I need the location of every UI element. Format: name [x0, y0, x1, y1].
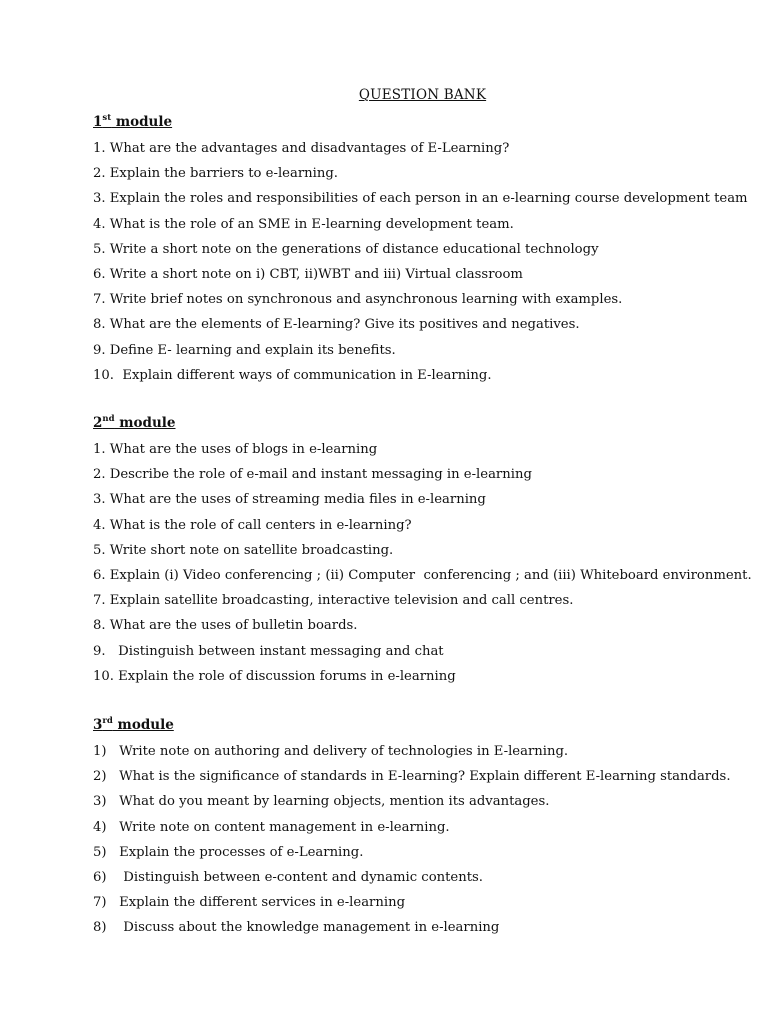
- question-list: [93, 739, 733, 941]
- question-list: [93, 136, 748, 388]
- question-item: 5. Write a short note on the generations of distance educational technology: [93, 241, 599, 257]
- question-item: 10. Explain the role of discussion forums in e-learning: [93, 668, 456, 684]
- question-item: 6. Explain (i) Video conferencing ; (ii) Computer conferencing ; and (iii) Whiteboard environment.: [93, 567, 752, 583]
- module-number: 3: [93, 717, 103, 733]
- question-item: 9. Distinguish between instant messaging and chat: [93, 643, 444, 659]
- module-section-3: [93, 714, 733, 941]
- question-item: 5. Write short note on satellite broadcasting.: [93, 542, 394, 558]
- module-number: 1: [93, 114, 103, 130]
- question-item: 2. Describe the role of e-mail and instant messaging in e-learning: [93, 467, 532, 483]
- question-item: 1) Write note on authoring and delivery of technologies in E-learning.: [93, 744, 569, 759]
- question-item: 4) Write note on content management in e-learning.: [93, 819, 450, 835]
- question-item: 5) Explain the processes of e-Learning.: [93, 844, 364, 860]
- question-item: 8) Discuss about the knowledge management in e-learning: [93, 920, 500, 936]
- module-ordinal-suffix: st: [102, 112, 112, 123]
- question-item: 10. Explain different ways of communication in E-learning.: [93, 367, 492, 383]
- question-item: 9. Define E- learning and explain its benefits.: [93, 342, 396, 358]
- module-number: 2: [93, 415, 103, 431]
- question-item: 1. What are the advantages and disadvantages of E-Learning?: [93, 141, 510, 156]
- question-item: 8. What are the elements of E-learning? Give its positives and negatives.: [93, 317, 580, 333]
- question-item: 6. Write a short note on i) CBT, ii)WBT and iii) Virtual classroom: [93, 266, 523, 282]
- question-item: 2) What is the significance of standards in E-learning? Explain different E-learning standards.: [93, 769, 731, 785]
- module-heading: [93, 412, 733, 437]
- page-title: QUESTION BANK: [358, 87, 487, 103]
- module-section-1: [93, 111, 748, 388]
- question-item: 3. Explain the roles and responsibilities of each person in an e-learning course development team: [93, 191, 748, 207]
- question-item: 8. What are the uses of bulletin boards.: [93, 618, 358, 634]
- module-ordinal-suffix: rd: [102, 715, 113, 726]
- question-item: 2. Explain the barriers to e-learning.: [93, 166, 338, 182]
- question-item: 6) Distinguish between e-content and dynamic contents.: [93, 869, 483, 885]
- question-item: 1. What are the uses of blogs in e-learning: [93, 442, 378, 457]
- module-label: module: [114, 415, 176, 431]
- question-item: 3. What are the uses of streaming media files in e-learning: [93, 492, 486, 508]
- module-ordinal-suffix: nd: [102, 413, 115, 424]
- question-list: [93, 437, 752, 689]
- question-item: 4. What is the role of an SME in E-learning development team.: [93, 216, 514, 232]
- question-item: 7. Write brief notes on synchronous and asynchronous learning with examples.: [93, 292, 623, 308]
- question-item: 4. What is the role of call centers in e-learning?: [93, 517, 412, 533]
- question-item: 7) Explain the different services in e-learning: [93, 895, 406, 911]
- module-label: module: [111, 114, 173, 130]
- question-item: 7. Explain satellite broadcasting, interactive television and call centres.: [93, 593, 574, 609]
- module-section-2: [93, 412, 752, 689]
- module-heading: [93, 111, 733, 136]
- module-heading: [93, 714, 733, 739]
- question-item: 3) What do you meant by learning objects, mention its advantages.: [93, 794, 550, 810]
- module-label: module: [112, 717, 174, 733]
